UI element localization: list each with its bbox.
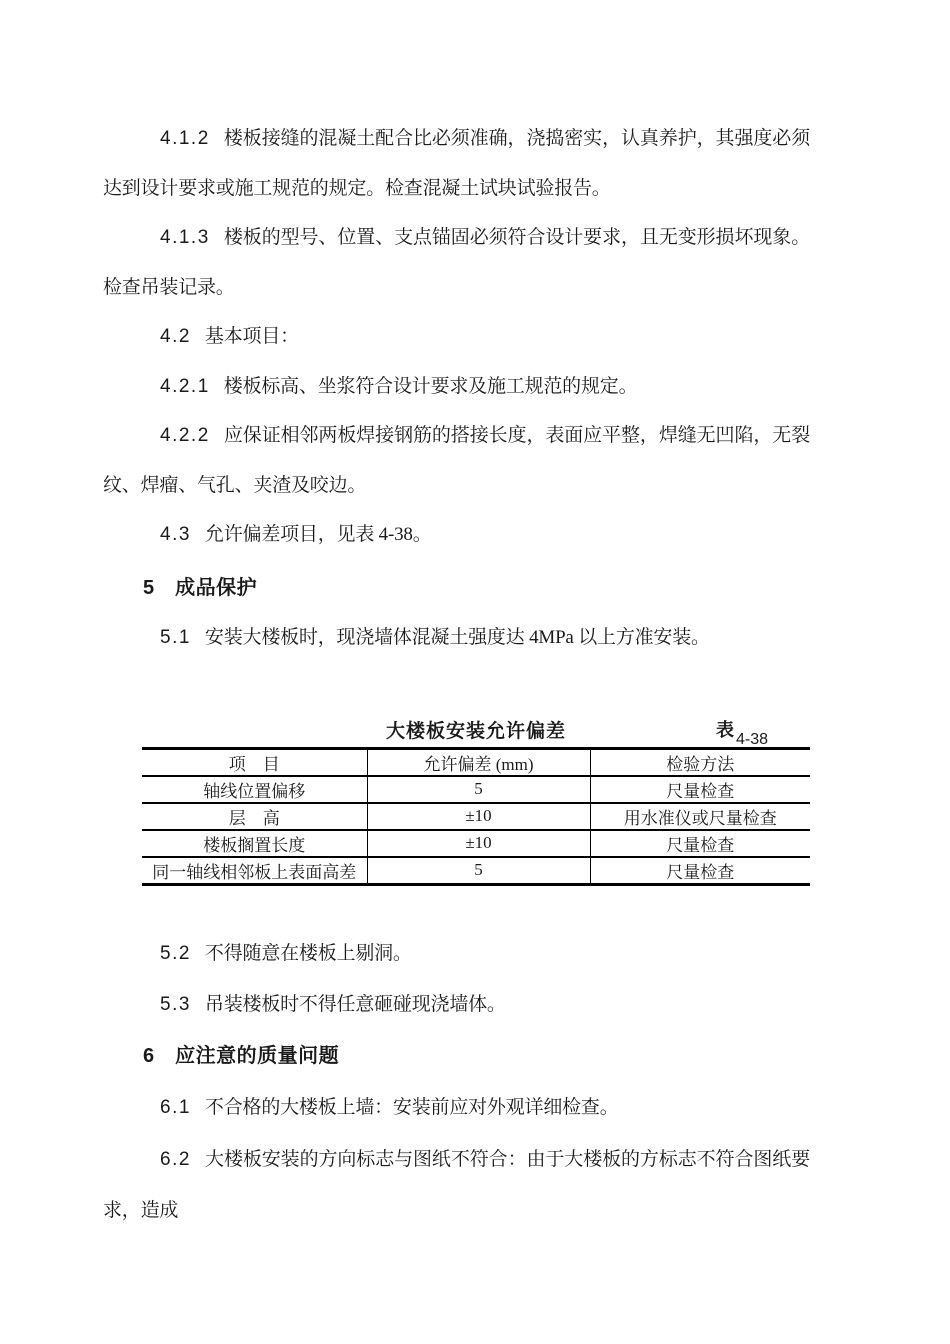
document-content: [103, 114, 810, 1237]
section-heading-5: [103, 564, 810, 614]
table-row: [142, 830, 810, 857]
table-cell: 层 高: [228, 808, 280, 828]
paragraph-6-2: [103, 1134, 810, 1237]
item-number: 4.1.3: [160, 227, 210, 248]
table-cell: 同一轴线相邻板上表面高差: [152, 862, 357, 882]
table-row: [142, 857, 810, 885]
paragraph-6-1: [103, 1082, 810, 1134]
paragraph-4-2-1: [103, 362, 810, 412]
table-caption-title: 大楼板安装允许偏差: [385, 720, 566, 742]
col-header-allowed-deviation: 允许偏差 (mm): [367, 748, 590, 776]
item-text: 楼板的型号、位置、支点锚固必须符合设计要求，且无变形损坏现象。检查吊装记录。: [103, 227, 810, 298]
table-cell: 尺量检查: [590, 776, 810, 803]
table-cell: ±10: [367, 803, 590, 830]
paragraph-4-2: [103, 312, 810, 362]
section-number: 6: [143, 1044, 156, 1067]
table-cell: 楼板搁置长度: [203, 835, 306, 855]
item-number: 4.2.1: [160, 375, 210, 397]
table-cell: 用水准仪或尺量检查: [590, 803, 810, 830]
item-number: 4.1.2: [160, 128, 210, 149]
item-number: 5.1: [160, 627, 191, 648]
item-number: 5.2: [160, 942, 191, 964]
table-label-number: 4-38: [735, 730, 768, 748]
deviation-table: [142, 747, 810, 886]
item-text: 吊装楼板时不得任意砸碰现浇墙体。: [204, 994, 506, 1015]
paragraph-4-3: [103, 510, 810, 560]
paragraph-4-2-2: [103, 411, 810, 510]
item-text: 不合格的大楼板上墙：安装前应对外观详细检查。: [204, 1097, 619, 1118]
paragraph-5-1: [103, 613, 810, 663]
paragraph-5-3: [103, 979, 810, 1031]
table-cell: ±10: [367, 830, 590, 857]
table-label-prefix: 表: [715, 719, 734, 740]
item-text: 楼板标高、坐浆符合设计要求及施工规范的规定。: [223, 375, 638, 397]
table-row: [142, 803, 810, 830]
table-cell: 轴线位置偏移: [203, 781, 306, 801]
section-title: 应注意的质量问题: [175, 1044, 340, 1067]
item-number: 5.3: [160, 994, 191, 1015]
section-heading-6: [103, 1031, 810, 1083]
item-number: 4.3: [160, 524, 191, 545]
item-text: 基本项目：: [204, 326, 299, 347]
item-text: 安装大楼板时，现浇墙体混凝土强度达 4MPa 以上方准安装。: [204, 627, 710, 648]
item-number: 4.2.2: [160, 425, 210, 446]
table-cell: 5: [367, 857, 590, 885]
table-cell: 尺量检查: [590, 857, 810, 885]
item-text: 不得随意在楼板上剔洞。: [204, 942, 412, 964]
item-text: 楼板接缝的混凝土配合比必须准确，浇捣密实，认真养护，其强度必须达到设计要求或施工规范的规定。检查混凝土试块试验报告。: [103, 128, 810, 199]
table-row: [142, 776, 810, 803]
paragraph-5-2: [103, 928, 810, 980]
table-label: [716, 715, 768, 747]
item-text: 应保证相邻两板焊接钢筋的搭接长度，表面应平整，焊缝无凹陷，无裂纹、焊瘤、气孔、夹渣及咬边。: [103, 425, 810, 496]
section-title: 成品保护: [175, 576, 258, 599]
item-number: 6.2: [160, 1148, 191, 1170]
col-header-item: 项 目: [228, 754, 280, 774]
post-table-section: [103, 928, 810, 1237]
table-caption: [142, 717, 810, 747]
item-number: 4.2: [160, 326, 191, 347]
col-header-inspection-method: 检验方法: [590, 748, 810, 776]
paragraph-4-1-3: [103, 213, 810, 312]
item-text: 允许偏差项目，见表 4-38。: [204, 524, 432, 545]
section-number: 5: [143, 576, 156, 599]
item-text: 大楼板安装的方向标志与图纸不符合：由于大楼板的方标志不符合图纸要求，造成: [103, 1148, 810, 1221]
paragraph-4-1-2: [103, 114, 810, 213]
table-cell: 尺量检查: [590, 830, 810, 857]
table-header-row: [142, 748, 810, 776]
table-cell: 5: [367, 776, 590, 803]
item-number: 6.1: [160, 1097, 191, 1118]
